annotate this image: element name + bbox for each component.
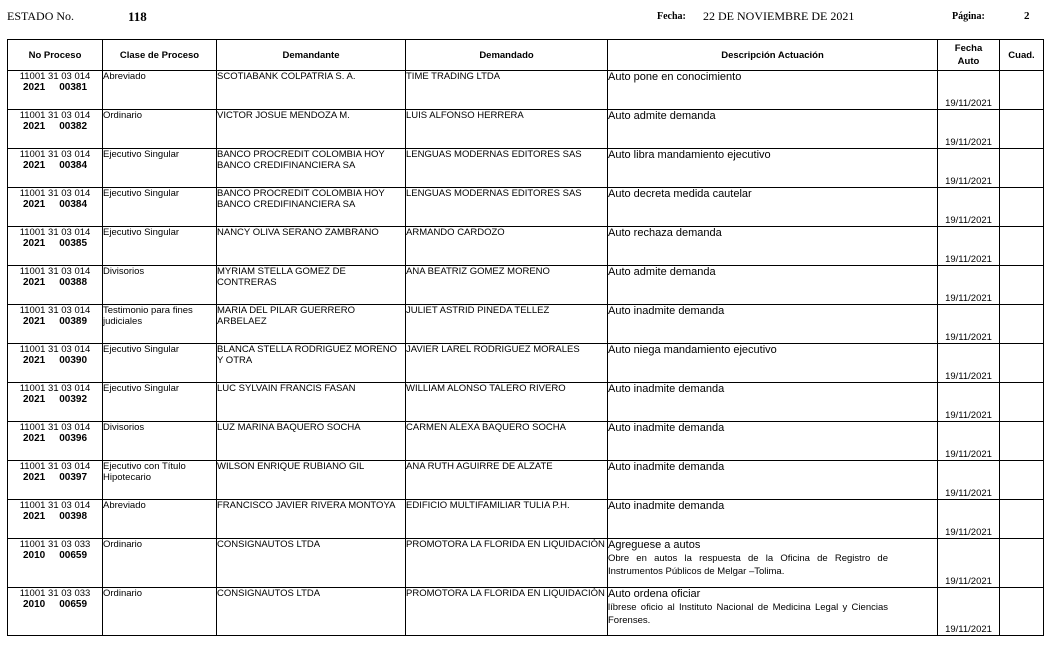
cell-fecha-auto: 19/11/2021	[938, 188, 1000, 227]
cell-proceso	[8, 266, 103, 305]
cell-fecha-auto: 19/11/2021	[938, 110, 1000, 149]
cell-proceso	[8, 227, 103, 266]
cell-demandado: PROMOTORA LA FLORIDA EN LIQUIDACIÓN	[406, 539, 608, 588]
proceso-number: 00385	[59, 238, 88, 249]
proceso-number: 00388	[59, 277, 88, 288]
table-row	[8, 422, 1044, 461]
proceso-year: 2021	[22, 433, 46, 444]
proceso-year: 2021	[22, 238, 46, 249]
proceso-number: 00384	[59, 160, 88, 171]
cell-descripcion	[608, 305, 938, 344]
cell-demandante: BANCO PROCREDIT COLOMBIA HOY BANCO CREDIFINANCIERA SA	[217, 188, 406, 227]
cell-fecha-auto: 19/11/2021	[938, 383, 1000, 422]
proceso-year-num	[8, 511, 102, 522]
proceso-year: 2021	[22, 82, 46, 93]
cell-proceso	[8, 383, 103, 422]
cell-demandado: PROMOTORA LA FLORIDA EN LIQUIDACIÓN	[406, 588, 608, 636]
cell-demandante: MARIA DEL PILAR GUERRERO ARBELAEZ	[217, 305, 406, 344]
estado-label: ESTADO No.	[7, 9, 75, 23]
proceso-number: 00397	[59, 472, 88, 483]
proceso-year-num	[8, 82, 102, 93]
cell-cuad	[1000, 383, 1044, 422]
cell-demandante: NANCY OLIVA SERANO ZAMBRANO	[217, 227, 406, 266]
cell-cuad	[1000, 305, 1044, 344]
proceso-year-num	[8, 394, 102, 405]
cell-cuad	[1000, 149, 1044, 188]
table-row	[8, 188, 1044, 227]
proceso-code: 11001 31 03 014	[19, 344, 91, 355]
descripcion-main: Auto inadmite demanda	[608, 500, 725, 512]
pagina-value: 2	[1024, 10, 1030, 22]
cell-proceso	[8, 500, 103, 539]
cell-descripcion	[608, 110, 938, 149]
proceso-year-num	[8, 599, 102, 610]
proceso-number: 00392	[59, 394, 88, 405]
descripcion-detail: Obre en autos la respuesta de la Oficina de Registro de Instrumentos Públicos de Melgar –Tolima.	[608, 553, 888, 577]
table-header-row	[8, 40, 1044, 71]
proceso-number: 00390	[59, 355, 88, 366]
descripcion-main: Auto inadmite demanda	[608, 305, 725, 317]
proceso-code: 11001 31 03 014	[19, 227, 91, 238]
cell-descripcion	[608, 227, 938, 266]
table-row	[8, 500, 1044, 539]
table-row	[8, 539, 1044, 588]
cell-demandado: JAVIER LAREL RODRIGUEZ MORALES	[406, 344, 608, 383]
cell-fecha-auto: 19/11/2021	[938, 266, 1000, 305]
cell-cuad	[1000, 588, 1044, 636]
cell-clase: Abreviado	[103, 71, 217, 110]
table-row	[8, 110, 1044, 149]
cell-clase: Ejecutivo con Título Hipotecario	[103, 461, 217, 500]
table-row	[8, 266, 1044, 305]
col-header-descripcion: Descripción Actuación	[608, 40, 938, 71]
proceso-year: 2021	[22, 199, 46, 210]
cell-descripcion	[608, 539, 938, 588]
cell-cuad	[1000, 188, 1044, 227]
descripcion-main: Auto ordena oficiar	[608, 588, 701, 600]
proceso-number: 00396	[59, 433, 88, 444]
cell-demandado: LENGUAS MODERNAS EDITORES SAS	[406, 149, 608, 188]
proceso-year-num	[8, 472, 102, 483]
proceso-year: 2021	[22, 394, 46, 405]
descripcion-main: Auto admite demanda	[608, 266, 716, 278]
cell-clase: Ejecutivo Singular	[103, 344, 217, 383]
proceso-number: 00659	[59, 599, 88, 610]
cell-fecha-auto: 19/11/2021	[938, 588, 1000, 636]
proceso-year-num	[8, 550, 102, 561]
proceso-year: 2010	[22, 599, 46, 610]
col-header-clase: Clase de Proceso	[103, 40, 217, 71]
proceso-number: 00384	[59, 199, 88, 210]
proceso-code: 11001 31 03 014	[19, 149, 91, 160]
proceso-year: 2021	[22, 160, 46, 171]
proceso-code: 11001 31 03 014	[19, 461, 91, 472]
proceso-year-num	[8, 121, 102, 132]
proceso-year-num	[8, 160, 102, 171]
proceso-number: 00381	[59, 82, 88, 93]
table-row	[8, 461, 1044, 500]
cell-demandante: MYRIAM STELLA GOMEZ DE CONTRERAS	[217, 266, 406, 305]
proceso-year: 2021	[22, 316, 46, 327]
cell-proceso	[8, 71, 103, 110]
cell-demandante: FRANCISCO JAVIER RIVERA MONTOYA	[217, 500, 406, 539]
proceso-year: 2010	[22, 550, 46, 561]
cell-descripcion	[608, 149, 938, 188]
col-header-fecha-l2: Auto	[957, 56, 980, 67]
cell-clase: Ordinario	[103, 539, 217, 588]
cell-demandado: JULIET ASTRID PINEDA TELLEZ	[406, 305, 608, 344]
cell-descripcion	[608, 344, 938, 383]
cell-demandante: BLANCA STELLA RODRIGUEZ MORENO Y OTRA	[217, 344, 406, 383]
col-header-demandante: Demandante	[217, 40, 406, 71]
descripcion-main: Auto decreta medida cautelar	[608, 188, 752, 200]
cell-descripcion	[608, 383, 938, 422]
cell-clase: Divisorios	[103, 266, 217, 305]
proceso-number: 00398	[59, 511, 88, 522]
proceso-code: 11001 31 03 014	[19, 71, 91, 82]
proceso-code: 11001 31 03 033	[19, 539, 91, 550]
cell-cuad	[1000, 461, 1044, 500]
cell-demandado: CARMEN ALEXA BAQUERO SOCHA	[406, 422, 608, 461]
cell-fecha-auto: 19/11/2021	[938, 227, 1000, 266]
proceso-year-num	[8, 355, 102, 366]
cell-demandado: ANA RUTH AGUIRRE DE ALZATE	[406, 461, 608, 500]
proceso-number: 00382	[59, 121, 88, 132]
col-header-fecha-l1: Fecha	[954, 43, 983, 54]
table-row	[8, 588, 1044, 636]
descripcion-main: Auto inadmite demanda	[608, 461, 725, 473]
proceso-code: 11001 31 03 014	[19, 266, 91, 277]
cell-fecha-auto: 19/11/2021	[938, 500, 1000, 539]
cell-demandante: WILSON ENRIQUE RUBIANO GIL	[217, 461, 406, 500]
cell-demandante: VICTOR JOSUE MENDOZA M.	[217, 110, 406, 149]
proceso-number: 00659	[59, 550, 88, 561]
descripcion-main: Auto libra mandamiento ejecutivo	[608, 149, 771, 161]
proceso-year-num	[8, 238, 102, 249]
cell-clase: Ordinario	[103, 110, 217, 149]
cell-cuad	[1000, 422, 1044, 461]
cell-proceso	[8, 539, 103, 588]
cell-fecha-auto: 19/11/2021	[938, 539, 1000, 588]
cell-fecha-auto: 19/11/2021	[938, 305, 1000, 344]
cell-cuad	[1000, 71, 1044, 110]
descripcion-main: Auto admite demanda	[608, 110, 716, 122]
proceso-year-num	[8, 277, 102, 288]
descripcion-main: Auto niega mandamiento ejecutivo	[608, 344, 777, 356]
proceso-year-num	[8, 316, 102, 327]
cell-descripcion	[608, 71, 938, 110]
col-header-fecha	[938, 40, 1000, 71]
cell-fecha-auto: 19/11/2021	[938, 71, 1000, 110]
cell-demandado: TIME TRADING LTDA	[406, 71, 608, 110]
descripcion-detail: líbrese oficio al Instituto Nacional de Medicina Legal y Ciencias Forenses.	[608, 602, 888, 626]
col-header-proceso: No Proceso	[8, 40, 103, 71]
proceso-year: 2021	[22, 277, 46, 288]
cell-demandante: LUC SYLVAIN FRANCIS FASAN	[217, 383, 406, 422]
proceso-year-num	[8, 433, 102, 444]
cell-proceso	[8, 305, 103, 344]
cell-demandado: ANA BEATRIZ GOMEZ MORENO	[406, 266, 608, 305]
cell-descripcion	[608, 422, 938, 461]
cell-fecha-auto: 19/11/2021	[938, 461, 1000, 500]
cell-cuad	[1000, 227, 1044, 266]
proceso-code: 11001 31 03 014	[19, 305, 91, 316]
table-row	[8, 71, 1044, 110]
cell-clase: Abreviado	[103, 500, 217, 539]
cell-clase: Ejecutivo Singular	[103, 188, 217, 227]
cell-clase: Ordinario	[103, 588, 217, 636]
cell-proceso	[8, 110, 103, 149]
cell-descripcion	[608, 266, 938, 305]
cell-proceso	[8, 422, 103, 461]
cell-clase: Ejecutivo Singular	[103, 149, 217, 188]
fecha-label: Fecha:	[657, 11, 686, 22]
proceso-year: 2021	[22, 472, 46, 483]
cell-cuad	[1000, 344, 1044, 383]
proceso-year: 2021	[22, 511, 46, 522]
cell-demandado: EDIFICIO MULTIFAMILIAR TULIA P.H.	[406, 500, 608, 539]
cell-proceso	[8, 344, 103, 383]
table-row	[8, 227, 1044, 266]
col-header-cuad: Cuad.	[1000, 40, 1044, 71]
cell-fecha-auto: 19/11/2021	[938, 422, 1000, 461]
cell-proceso	[8, 149, 103, 188]
cell-proceso	[8, 461, 103, 500]
table-row	[8, 149, 1044, 188]
proceso-code: 11001 31 03 033	[19, 588, 91, 599]
cell-descripcion	[608, 461, 938, 500]
cell-demandante: SCOTIABANK COLPATRIA S. A.	[217, 71, 406, 110]
proceso-code: 11001 31 03 014	[19, 110, 91, 121]
table-row	[8, 344, 1044, 383]
proceso-code: 11001 31 03 014	[19, 500, 91, 511]
proceso-year: 2021	[22, 355, 46, 366]
cell-clase: Ejecutivo Singular	[103, 383, 217, 422]
proceso-code: 11001 31 03 014	[19, 188, 91, 199]
descripcion-main: Auto pone en conocimiento	[608, 71, 742, 83]
cell-descripcion	[608, 188, 938, 227]
cell-demandante: LUZ MARINA BAQUERO SOCHA	[217, 422, 406, 461]
descripcion-main: Auto rechaza demanda	[608, 227, 722, 239]
fecha-value: 22 DE NOVIEMBRE DE 2021	[703, 9, 855, 23]
cell-cuad	[1000, 500, 1044, 539]
cell-proceso	[8, 188, 103, 227]
cell-demandado: LUIS ALFONSO HERRERA	[406, 110, 608, 149]
cell-clase: Testimonio para fines judiciales	[103, 305, 217, 344]
cell-demandante: BANCO PROCREDIT COLOMBIA HOY BANCO CREDIFINANCIERA SA	[217, 149, 406, 188]
cell-fecha-auto: 19/11/2021	[938, 149, 1000, 188]
cell-clase: Divisorios	[103, 422, 217, 461]
cell-descripcion	[608, 588, 938, 636]
table-row	[8, 305, 1044, 344]
descripcion-main: Auto inadmite demanda	[608, 383, 725, 395]
cell-clase: Ejecutivo Singular	[103, 227, 217, 266]
cell-demandado: ARMANDO CARDOZO	[406, 227, 608, 266]
descripcion-main: Auto inadmite demanda	[608, 422, 725, 434]
estado-number: 118	[128, 9, 147, 24]
proceso-number: 00389	[59, 316, 88, 327]
cell-demandado: LENGUAS MODERNAS EDITORES SAS	[406, 188, 608, 227]
cell-cuad	[1000, 266, 1044, 305]
proceso-code: 11001 31 03 014	[19, 383, 91, 394]
descripcion-main: Agreguese a autos	[608, 539, 701, 551]
estado-table	[7, 39, 1044, 636]
cell-cuad	[1000, 539, 1044, 588]
proceso-year: 2021	[22, 121, 46, 132]
proceso-code: 11001 31 03 014	[19, 422, 91, 433]
cell-proceso	[8, 588, 103, 636]
cell-demandante: CONSIGNAUTOS LTDA	[217, 539, 406, 588]
table-row	[8, 383, 1044, 422]
cell-demandante: CONSIGNAUTOS LTDA	[217, 588, 406, 636]
cell-demandado: WILLIAM ALONSO TALERO RIVERO	[406, 383, 608, 422]
col-header-demandado: Demandado	[406, 40, 608, 71]
cell-fecha-auto: 19/11/2021	[938, 344, 1000, 383]
pagina-label: Página:	[952, 11, 985, 22]
cell-cuad	[1000, 110, 1044, 149]
cell-descripcion	[608, 500, 938, 539]
proceso-year-num	[8, 199, 102, 210]
